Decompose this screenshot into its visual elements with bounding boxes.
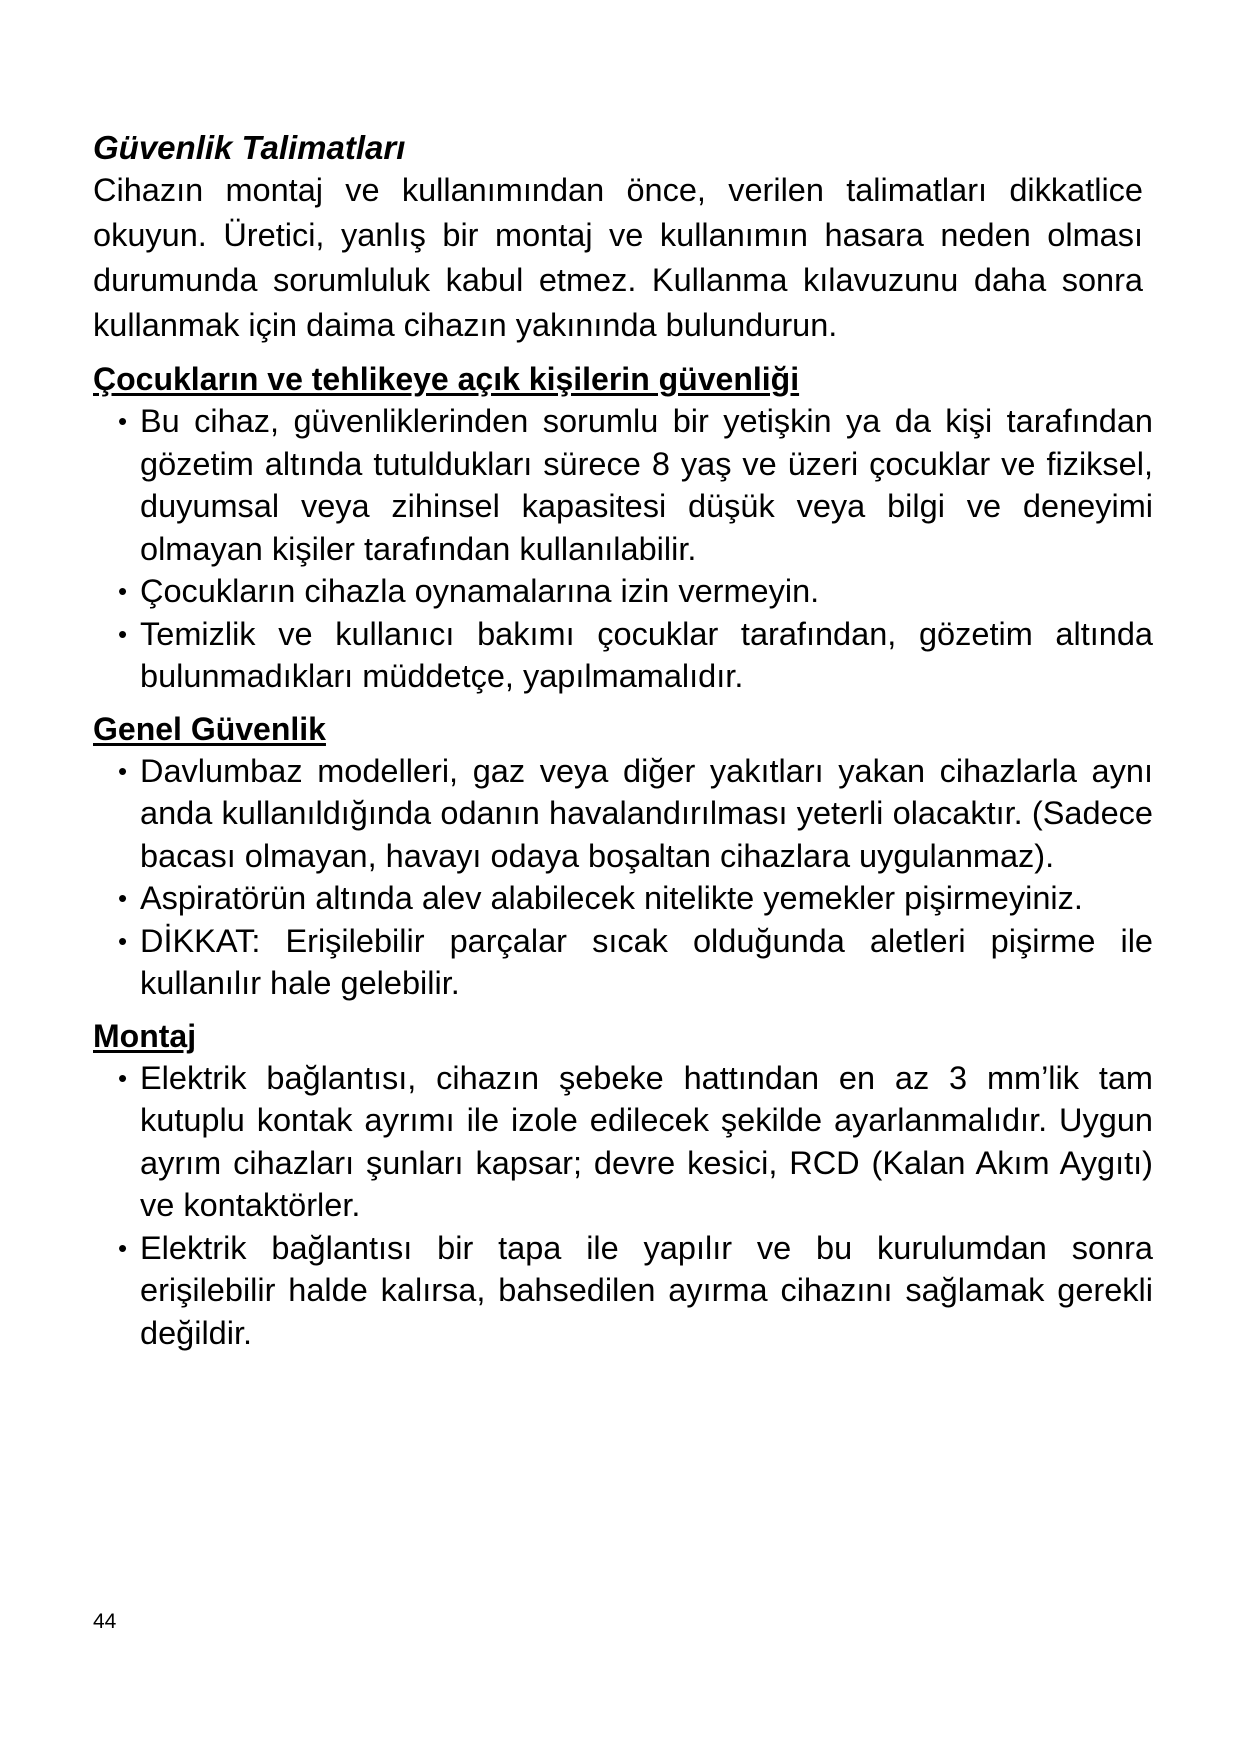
list-item (93, 877, 1153, 920)
bullet-icon: • (118, 1062, 128, 1093)
list-item (93, 1227, 1153, 1355)
list-item-text: Temizlik ve kullanıcı bakımı çocuklar tarafından, gözetim altında bulunmadıkları müddetçe, yapılmamalıdır. (140, 615, 1153, 694)
bullet-icon: • (118, 618, 128, 649)
list-item-text: Aspiratörün altında alev alabilecek nitelikte yemekler pişirmeyiniz. (140, 880, 1083, 916)
list-item (93, 750, 1153, 878)
page-title: Güvenlik Talimatları (93, 129, 406, 166)
bullet-icon: • (118, 406, 128, 436)
list-item (93, 570, 1153, 613)
list-item-text: Elektrik bağlantısı bir tapa ile yapılır ve bu kurulumdan sonra erişilebilir halde kalırsa, bahsedilen ayırma cihazını sağlamak gerekli değildir. (140, 1229, 1153, 1351)
list-item-text: Bu cihaz, güvenliklerinden sorumlu bir yetişkin ya da kişi tarafından gözetim altında tutuldukları sürece 8 yaş ve üzeri çocuklar ve fiziksel, duyumsal veya zihinsel kapasitesi düşük veya bilgi ve deneyimi olmayan kişiler tarafından kullanılabilir. (140, 403, 1153, 567)
intro-paragraph: Cihazın montaj ve kullanımından önce, verilen talimatları dikkatlice okuyun. Üretici, yanlış bir montaj ve kullanımın hasara neden olması durumunda sorumluluk kabul etmez. Kullanma kılavuzunu daha sonra kullanmak için daima cihazın yakınında bulundurun. (93, 172, 1143, 343)
bullet-icon: • (118, 755, 128, 786)
list-item-text: DİKKAT: Erişilebilir parçalar sıcak olduğunda aletleri pişirme ile kullanılır hale gelebilir. (140, 922, 1153, 1001)
section-heading: Montaj (93, 1017, 197, 1054)
section-heading: Genel Güvenlik (93, 710, 326, 747)
document-page (93, 128, 1153, 1354)
bullet-icon: • (118, 1232, 128, 1263)
bullet-list (93, 1057, 1153, 1355)
section-heading: Çocukların ve tehlikeye açık kişilerin güvenliği (93, 361, 800, 397)
list-item (93, 400, 1153, 570)
bullet-list (93, 750, 1153, 1005)
bullet-icon: • (118, 576, 128, 606)
section-general-safety (93, 708, 1153, 1005)
page-number: 44 (93, 1610, 117, 1633)
list-item-text: Davlumbaz modelleri, gaz veya diğer yakıtları yakan cihazlarla aynı anda kullanıldığında odanın havalandırılması yeterli olacaktır. (Sadece bacası olmayan, havayı odaya boşaltan cihazlara uygulanmaz). (140, 752, 1153, 874)
bullet-list (93, 400, 1153, 698)
bullet-icon: • (118, 883, 128, 913)
bullet-icon: • (118, 925, 128, 956)
section-child-safety (93, 358, 1153, 698)
list-item (93, 920, 1153, 1005)
list-item-text: Elektrik bağlantısı, cihazın şebeke hattından en az 3 mm’lik tam kutuplu kontak ayrımı ile izole edilecek şekilde ayarlanmalıdır. Uygun ayrım cihazları şunları kapsar; devre kesici, RCD (Kalan Akım Aygıtı) ve kontaktörler. (140, 1059, 1153, 1223)
section-installation (93, 1015, 1153, 1355)
list-item (93, 1057, 1153, 1227)
list-item-text: Çocukların cihazla oynamalarına izin vermeyin. (140, 573, 820, 609)
list-item (93, 613, 1153, 698)
